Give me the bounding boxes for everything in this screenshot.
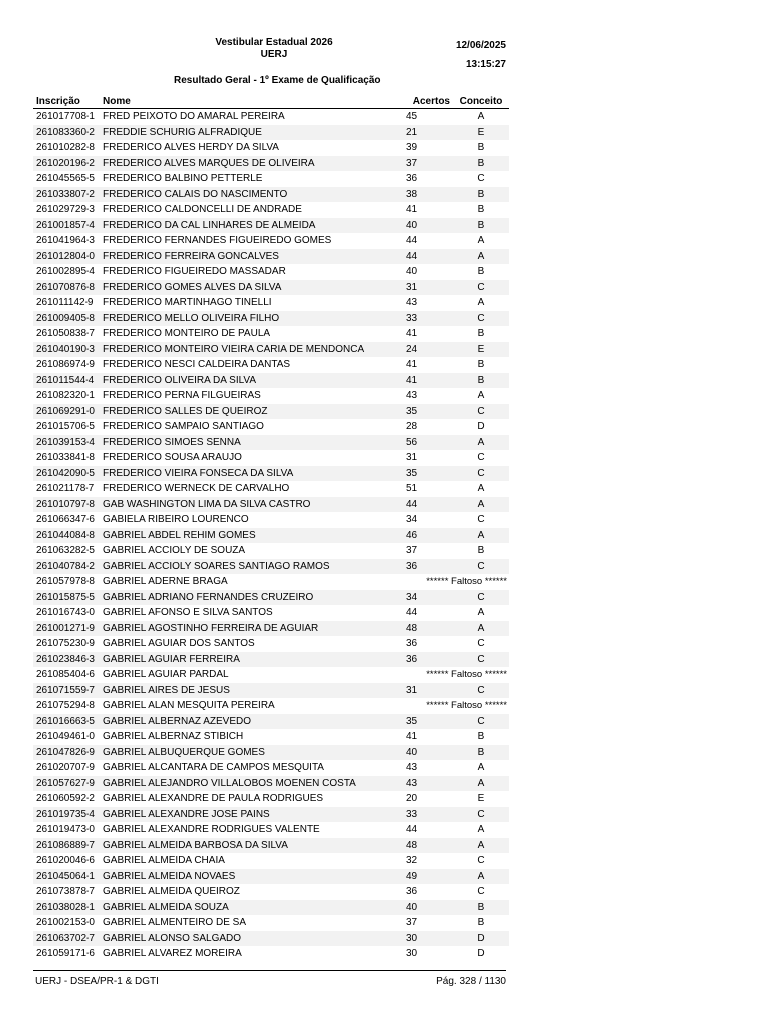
col-header-nome: Nome [100, 91, 403, 109]
cell-conceito: A [477, 483, 485, 495]
table-row [33, 466, 509, 482]
cell-inscricao: 261023846-3 [33, 652, 100, 668]
table-row [33, 915, 509, 931]
cell-nome: GABRIEL AGUIAR PARDAL [103, 669, 229, 681]
cell-nome: FREDERICO MONTEIRO DE PAULA [103, 328, 271, 340]
cell-inscricao: 261009405-8 [33, 311, 100, 327]
cell-acertos: 40 [403, 218, 453, 234]
cell-inscricao: 261039153-4 [33, 435, 100, 451]
cell-inscricao: 261073878-7 [36, 886, 95, 898]
cell-conceito: B [477, 328, 485, 340]
cell-conceito: B [453, 218, 509, 234]
cell-acertos: 37 [403, 156, 453, 172]
table-row [33, 497, 509, 513]
cell-nome: GABRIEL ALMEIDA BARBOSA DA SILVA [100, 838, 403, 854]
table-row [33, 326, 509, 342]
cell-nome: GABRIEL ALMEIDA CHAIA [103, 855, 225, 867]
cell-conceito: A [477, 607, 485, 619]
cell-nome: GABRIEL ACCIOLY DE SOUZA [103, 545, 246, 557]
cell-conceito: A [477, 762, 485, 774]
cell-conceito: C [453, 280, 509, 296]
cell-inscricao: 261045064-1 [33, 869, 100, 885]
cell-acertos: 36 [406, 173, 418, 185]
cell-inscricao: 261063282-5 [36, 545, 95, 557]
cell-conceito: B [477, 204, 485, 216]
cell-inscricao: 261033807-2 [33, 187, 100, 203]
cell-nome: FREDERICO MONTEIRO VIEIRA CARIA DE MENDONCA [100, 342, 403, 358]
cell-conceito: B [453, 156, 509, 172]
cell-nome: FREDERICO SIMOES SENNA [100, 435, 403, 451]
table-row [33, 683, 509, 699]
cell-acertos: 41 [406, 328, 418, 340]
institution-name: UERJ [260, 49, 288, 60]
cell-inscricao: 261002153-0 [36, 917, 95, 929]
table-row [33, 791, 509, 807]
cell-conceito: E [477, 793, 485, 805]
table-row [33, 559, 509, 575]
cell-acertos: 41 [403, 373, 453, 389]
cell-inscricao: 261041964-3 [36, 235, 95, 247]
cell-nome: GABRIEL ALEXANDRE DE PAULA RODRIGUES [103, 793, 324, 805]
cell-inscricao: 261012804-0 [33, 249, 100, 265]
cell-nome: FREDERICO PERNA FILGUEIRAS [103, 390, 261, 402]
cell-conceito: A [453, 497, 509, 513]
table-row [33, 140, 509, 156]
cell-inscricao: 261038028-1 [33, 900, 100, 916]
cell-conceito: C [477, 855, 485, 867]
cell-inscricao: 261050838-7 [36, 328, 95, 340]
cell-conceito: B [453, 900, 509, 916]
cell-inscricao: 261045565-5 [36, 173, 95, 185]
cell-inscricao: 261082320-1 [36, 390, 95, 402]
cell-acertos: 43 [406, 390, 418, 402]
table-row [33, 838, 509, 854]
table-row [33, 388, 509, 404]
cell-acertos: 31 [403, 280, 453, 296]
table-row [33, 884, 509, 900]
cell-inscricao: 261011544-4 [33, 373, 100, 389]
cell-acertos: 39 [406, 142, 418, 154]
table-row [33, 435, 509, 451]
cell-nome: FREDERICO DA CAL LINHARES DE ALMEIDA [100, 218, 403, 234]
cell-nome: GABRIEL AGUIAR DOS SANTOS [103, 638, 255, 650]
cell-nome: FREDERICO OLIVEIRA DA SILVA [100, 373, 403, 389]
cell-inscricao: 261019735-4 [33, 807, 100, 823]
cell-nome: GAB WASHINGTON LIMA DA SILVA CASTRO [100, 497, 403, 513]
cell-conceito: A [453, 621, 509, 637]
col-header-conceito: Conceito [453, 91, 509, 109]
exam-name: Vestibular Estadual 2026 [215, 37, 333, 48]
table-row [33, 869, 509, 885]
cell-acertos: 56 [403, 435, 453, 451]
cell-nome: GABRIEL ACCIOLY SOARES SANTIAGO RAMOS [100, 559, 403, 575]
cell-inscricao: 261016663-5 [33, 714, 100, 730]
cell-acertos: 35 [403, 404, 453, 420]
cell-nome: GABRIEL ALMEIDA NOVAES [100, 869, 403, 885]
cell-inscricao: 261047826-9 [33, 745, 100, 761]
table-row [33, 807, 509, 823]
table-row [33, 419, 509, 435]
cell-acertos: 38 [403, 187, 453, 203]
table-row [33, 373, 509, 389]
cell-conceito: D [477, 948, 485, 960]
cell-nome: GABRIEL ALEJANDRO VILLALOBOS MOENEN COSTA [100, 776, 403, 792]
table-row [33, 605, 509, 621]
table-row [33, 528, 509, 544]
cell-inscricao: 261020196-2 [33, 156, 100, 172]
cell-nome: FREDERICO MELLO OLIVEIRA FILHO [100, 311, 403, 327]
cell-acertos: 33 [403, 311, 453, 327]
cell-acertos: 51 [406, 483, 418, 495]
table-row [33, 342, 509, 358]
cell-conceito: A [453, 838, 509, 854]
cell-inscricao: 261011142-9 [36, 297, 94, 309]
table-row [33, 822, 509, 838]
cell-inscricao: 261019473-0 [36, 824, 95, 836]
cell-nome: FREDERICO ALVES MARQUES DE OLIVEIRA [100, 156, 403, 172]
cell-nome: FREDERICO SAMPAIO SANTIAGO [103, 421, 264, 433]
table-row [33, 218, 509, 234]
cell-inscricao: 261044084-8 [33, 528, 100, 544]
table-row [33, 171, 509, 187]
cell-conceito: A [477, 824, 485, 836]
cell-conceito: C [477, 173, 485, 185]
exam-header [174, 37, 374, 61]
cell-conceito: C [453, 466, 509, 482]
cell-inscricao: 261057978-8 [36, 576, 95, 588]
table-row [33, 512, 509, 528]
cell-inscricao: 261086974-9 [36, 359, 95, 371]
cell-inscricao: 261059171-6 [36, 948, 95, 960]
table-row [33, 249, 509, 265]
cell-inscricao: 261017708-1 [36, 111, 95, 123]
cell-nome: GABRIEL AFONSO E SILVA SANTOS [103, 607, 273, 619]
cell-conceito: C [453, 559, 509, 575]
cell-inscricao: 261042090-5 [33, 466, 100, 482]
cell-acertos: 40 [403, 745, 453, 761]
cell-conceito: C [477, 452, 485, 464]
table-row [33, 590, 509, 606]
cell-conceito: E [453, 342, 509, 358]
cell-acertos: 21 [403, 125, 453, 141]
cell-acertos: 44 [406, 235, 418, 247]
cell-acertos: 43 [406, 297, 418, 309]
cell-acertos: 41 [406, 359, 418, 371]
cell-nome: GABRIEL ALEXANDRE JOSE PAINS [100, 807, 403, 823]
cell-conceito: C [453, 652, 509, 668]
table-row [33, 931, 509, 947]
cell-inscricao: 261040190-3 [33, 342, 100, 358]
cell-nome: GABRIEL ADRIANO FERNANDES CRUZEIRO [100, 590, 403, 606]
cell-conceito: D [453, 931, 509, 947]
results-table [33, 91, 509, 962]
cell-inscricao: 261057627-9 [33, 776, 100, 792]
cell-nome: GABRIEL ALVAREZ MOREIRA [103, 948, 242, 960]
table-row [33, 946, 509, 962]
table-row [33, 233, 509, 249]
cell-conceito: B [477, 266, 485, 278]
cell-conceito: A [453, 528, 509, 544]
cell-inscricao: 261016743-0 [36, 607, 95, 619]
cell-conceito: A [453, 869, 509, 885]
cell-inscricao: 261020707-9 [36, 762, 95, 774]
cell-nome: GABRIEL ALBERNAZ STIBICH [103, 731, 244, 743]
cell-acertos: 37 [406, 545, 418, 557]
cell-conceito: A [477, 297, 485, 309]
cell-nome: FREDERICO VIEIRA FONSECA DA SILVA [100, 466, 403, 482]
table-row [33, 187, 509, 203]
cell-conceito: C [453, 404, 509, 420]
cell-inscricao: 261001857-4 [33, 218, 100, 234]
cell-inscricao: 261015875-5 [33, 590, 100, 606]
cell-acertos: 33 [403, 807, 453, 823]
cell-conceito: C [453, 590, 509, 606]
cell-inscricao: 261083360-2 [33, 125, 100, 141]
footer-divider [33, 970, 506, 971]
cell-inscricao: 261071559-7 [33, 683, 100, 699]
table-row [33, 280, 509, 296]
cell-acertos: 28 [406, 421, 418, 433]
cell-nome: GABRIEL ALMENTEIRO DE SA [103, 917, 247, 929]
table-row [33, 311, 509, 327]
cell-inscricao: 261020046-6 [36, 855, 95, 867]
cell-acertos: 34 [406, 514, 418, 526]
cell-inscricao: 261075230-9 [36, 638, 95, 650]
cell-conceito: C [477, 514, 485, 526]
table-row [33, 450, 509, 466]
col-header-inscricao: Inscrição [33, 91, 100, 109]
cell-nome: FREDERICO ALVES HERDY DA SILVA [103, 142, 279, 154]
table-body [33, 109, 509, 962]
cell-nome: GABRIEL ALCANTARA DE CAMPOS MESQUITA [103, 762, 324, 774]
cell-nome: GABRIEL ALONSO SALGADO [100, 931, 403, 947]
page-number: Pág. 328 / 1130 [436, 976, 506, 987]
cell-acertos: 31 [403, 683, 453, 699]
cell-acertos: 35 [403, 714, 453, 730]
cell-nome: FREDERICO SALLES DE QUEIROZ [100, 404, 403, 420]
report-title: Resultado Geral - 1º Exame de Qualificação [174, 75, 381, 86]
cell-acertos: 44 [403, 497, 453, 513]
cell-conceito: A [453, 249, 509, 265]
cell-acertos: 49 [403, 869, 453, 885]
table-row [33, 481, 509, 497]
table-row [33, 776, 509, 792]
cell-nome: FREDERICO MARTINHAGO TINELLI [103, 297, 272, 309]
cell-acertos: 45 [406, 111, 418, 123]
table-row [33, 729, 509, 745]
table-row [33, 667, 509, 683]
table-row [33, 574, 509, 590]
cell-nome: GABRIEL ALMEIDA SOUZA [100, 900, 403, 916]
table-row [33, 109, 509, 125]
cell-conceito: A [453, 435, 509, 451]
cell-conceito: A [477, 235, 485, 247]
cell-nome: GABRIEL ALMEIDA QUEIROZ [103, 886, 240, 898]
cell-acertos: 35 [403, 466, 453, 482]
table-row [33, 156, 509, 172]
cell-conceito: B [477, 731, 485, 743]
table-row [33, 652, 509, 668]
table-header-row [33, 91, 509, 109]
cell-acertos: 41 [406, 204, 418, 216]
cell-acertos: 44 [406, 824, 418, 836]
cell-conceito: B [477, 545, 485, 557]
cell-acertos: 34 [403, 590, 453, 606]
table-row [33, 853, 509, 869]
cell-conceito: B [453, 187, 509, 203]
table-row [33, 714, 509, 730]
cell-acertos: 24 [403, 342, 453, 358]
cell-nome: GABRIEL ALBERNAZ AZEVEDO [100, 714, 403, 730]
cell-acertos: 46 [403, 528, 453, 544]
cell-inscricao: 261070876-8 [33, 280, 100, 296]
cell-inscricao: 261010282-8 [36, 142, 95, 154]
cell-inscricao: 261029729-3 [36, 204, 95, 216]
cell-conceito: B [453, 373, 509, 389]
table-row [33, 264, 509, 280]
cell-nome: FREDDIE SCHURIG ALFRADIQUE [100, 125, 403, 141]
cell-inscricao: 261049461-0 [36, 731, 95, 743]
cell-acertos: 36 [403, 652, 453, 668]
cell-inscricao: 261063702-7 [33, 931, 100, 947]
cell-conceito: B [477, 917, 485, 929]
table-row [33, 357, 509, 373]
cell-nome: FREDERICO WERNECK DE CARVALHO [103, 483, 290, 495]
cell-inscricao: 261001271-9 [33, 621, 100, 637]
footer-organization: UERJ - DSEA/PR-1 & DGTI [35, 976, 159, 987]
cell-nome: GABRIEL ALAN MESQUITA PEREIRA [103, 700, 275, 712]
cell-nome: GABRIEL ALBUQUERQUE GOMES [100, 745, 403, 761]
cell-nome: GABRIEL AIRES DE JESUS [100, 683, 403, 699]
cell-nome: GABRIEL ADERNE BRAGA [103, 576, 228, 588]
col-header-acertos: Acertos [403, 91, 453, 109]
table-row [33, 760, 509, 776]
cell-acertos: 43 [406, 762, 418, 774]
cell-nome: FREDERICO SOUSA ARAUJO [103, 452, 242, 464]
table-row [33, 698, 509, 714]
cell-acertos: 37 [406, 917, 418, 929]
table-row [33, 202, 509, 218]
cell-conceito: D [477, 421, 485, 433]
table-row [33, 745, 509, 761]
cell-inscricao: 261069291-0 [33, 404, 100, 420]
cell-nome: GABIELA RIBEIRO LOURENCO [103, 514, 249, 526]
cell-acertos: 44 [403, 249, 453, 265]
cell-nome: FREDERICO FIGUEIREDO MASSADAR [103, 266, 286, 278]
cell-inscricao: 261021178-7 [36, 483, 95, 495]
cell-nome: FREDERICO CALAIS DO NASCIMENTO [100, 187, 403, 203]
cell-conceito: B [477, 359, 485, 371]
cell-inscricao: 261033841-8 [36, 452, 95, 464]
cell-nome: GABRIEL ALEXANDRE RODRIGUES VALENTE [103, 824, 320, 836]
cell-inscricao: 261086889-7 [33, 838, 100, 854]
cell-nome: FREDERICO BALBINO PETTERLE [103, 173, 263, 185]
cell-nome: GABRIEL ABDEL REHIM GOMES [100, 528, 403, 544]
cell-conceito: C [453, 683, 509, 699]
cell-faltoso: ****** Faltoso ****** [426, 669, 507, 681]
table-row [33, 295, 509, 311]
cell-acertos: 30 [403, 931, 453, 947]
cell-inscricao: 261002895-4 [36, 266, 95, 278]
cell-acertos: 31 [406, 452, 418, 464]
cell-inscricao: 261075294-8 [36, 700, 95, 712]
cell-acertos: 41 [406, 731, 418, 743]
cell-nome: GABRIEL AGUIAR FERREIRA [100, 652, 403, 668]
cell-inscricao: 261040784-2 [33, 559, 100, 575]
cell-faltoso: ****** Faltoso ****** [426, 576, 507, 588]
table-row [33, 636, 509, 652]
cell-nome: FRED PEIXOTO DO AMARAL PEREIRA [103, 111, 285, 123]
cell-acertos: 48 [403, 621, 453, 637]
cell-conceito: C [453, 714, 509, 730]
cell-nome: FREDERICO FERNANDES FIGUEIREDO GOMES [103, 235, 332, 247]
table-row [33, 621, 509, 637]
table-row [33, 900, 509, 916]
cell-inscricao: 261060592-2 [36, 793, 95, 805]
report-time: 13:15:27 [465, 59, 506, 70]
cell-conceito: C [477, 886, 485, 898]
cell-conceito: A [453, 776, 509, 792]
cell-acertos: 40 [403, 900, 453, 916]
cell-conceito: A [477, 390, 485, 402]
cell-acertos: 30 [406, 948, 418, 960]
cell-conceito: C [453, 807, 509, 823]
cell-faltoso: ****** Faltoso ****** [426, 700, 507, 712]
cell-nome: FREDERICO GOMES ALVES DA SILVA [100, 280, 403, 296]
cell-nome: GABRIEL AGOSTINHO FERREIRA DE AGUIAR [100, 621, 403, 637]
cell-acertos: 20 [406, 793, 418, 805]
cell-acertos: 36 [406, 886, 418, 898]
cell-acertos: 36 [406, 638, 418, 650]
cell-acertos: 43 [403, 776, 453, 792]
cell-acertos: 44 [406, 607, 418, 619]
cell-conceito: B [477, 142, 485, 154]
cell-inscricao: 261010797-8 [33, 497, 100, 513]
cell-acertos: 40 [406, 266, 418, 278]
table-row [33, 543, 509, 559]
cell-conceito: E [453, 125, 509, 141]
cell-inscricao: 261066347-6 [36, 514, 95, 526]
cell-nome: FREDERICO NESCI CALDEIRA DANTAS [103, 359, 291, 371]
table-row [33, 404, 509, 420]
cell-acertos: 32 [406, 855, 418, 867]
cell-nome: FREDERICO CALDONCELLI DE ANDRADE [103, 204, 302, 216]
cell-inscricao: 261015706-5 [36, 421, 95, 433]
cell-conceito: C [477, 638, 485, 650]
cell-acertos: 48 [403, 838, 453, 854]
cell-conceito: B [453, 745, 509, 761]
table-row [33, 125, 509, 141]
report-date: 12/06/2025 [455, 40, 506, 51]
cell-conceito: A [477, 111, 485, 123]
cell-acertos: 36 [403, 559, 453, 575]
cell-inscricao: 261085404-6 [36, 669, 95, 681]
cell-nome: FREDERICO FERREIRA GONCALVES [100, 249, 403, 265]
cell-conceito: C [453, 311, 509, 327]
